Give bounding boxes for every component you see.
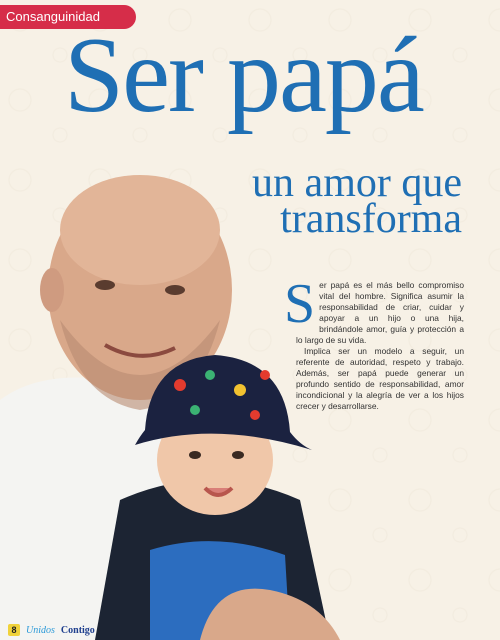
page-footer [8,624,95,636]
dropcap-letter: S [284,273,316,335]
subtitle-line2: transforma [280,196,462,242]
page-number: 8 [8,624,20,636]
page-title: Ser papá [64,16,423,135]
article-paragraph-1: er papá es el más bello compromiso vital del hombre. Significa asumir la responsabilidad de criar, cuidar y apoyar a un hijo o una hija, brindándole amor, guía y protección a lo largo de su vida. [296,280,464,345]
magazine-brand-part2: Contigo [60,624,95,636]
article-paragraph-2: Implica ser un modelo a seguir, un referente de autoridad, respeto y trabajo. Además, ser papá puede generar un profundo sentido de responsabilidad, amor incondicional y la alegría de ver a los hijos crecer y desarrollarse. [296,346,464,411]
subtitle-line1: un amor que [252,160,462,206]
section-tag: Consanguinidad [0,5,136,29]
article-body [284,273,464,412]
magazine-brand-part1: Unidos [26,624,55,636]
